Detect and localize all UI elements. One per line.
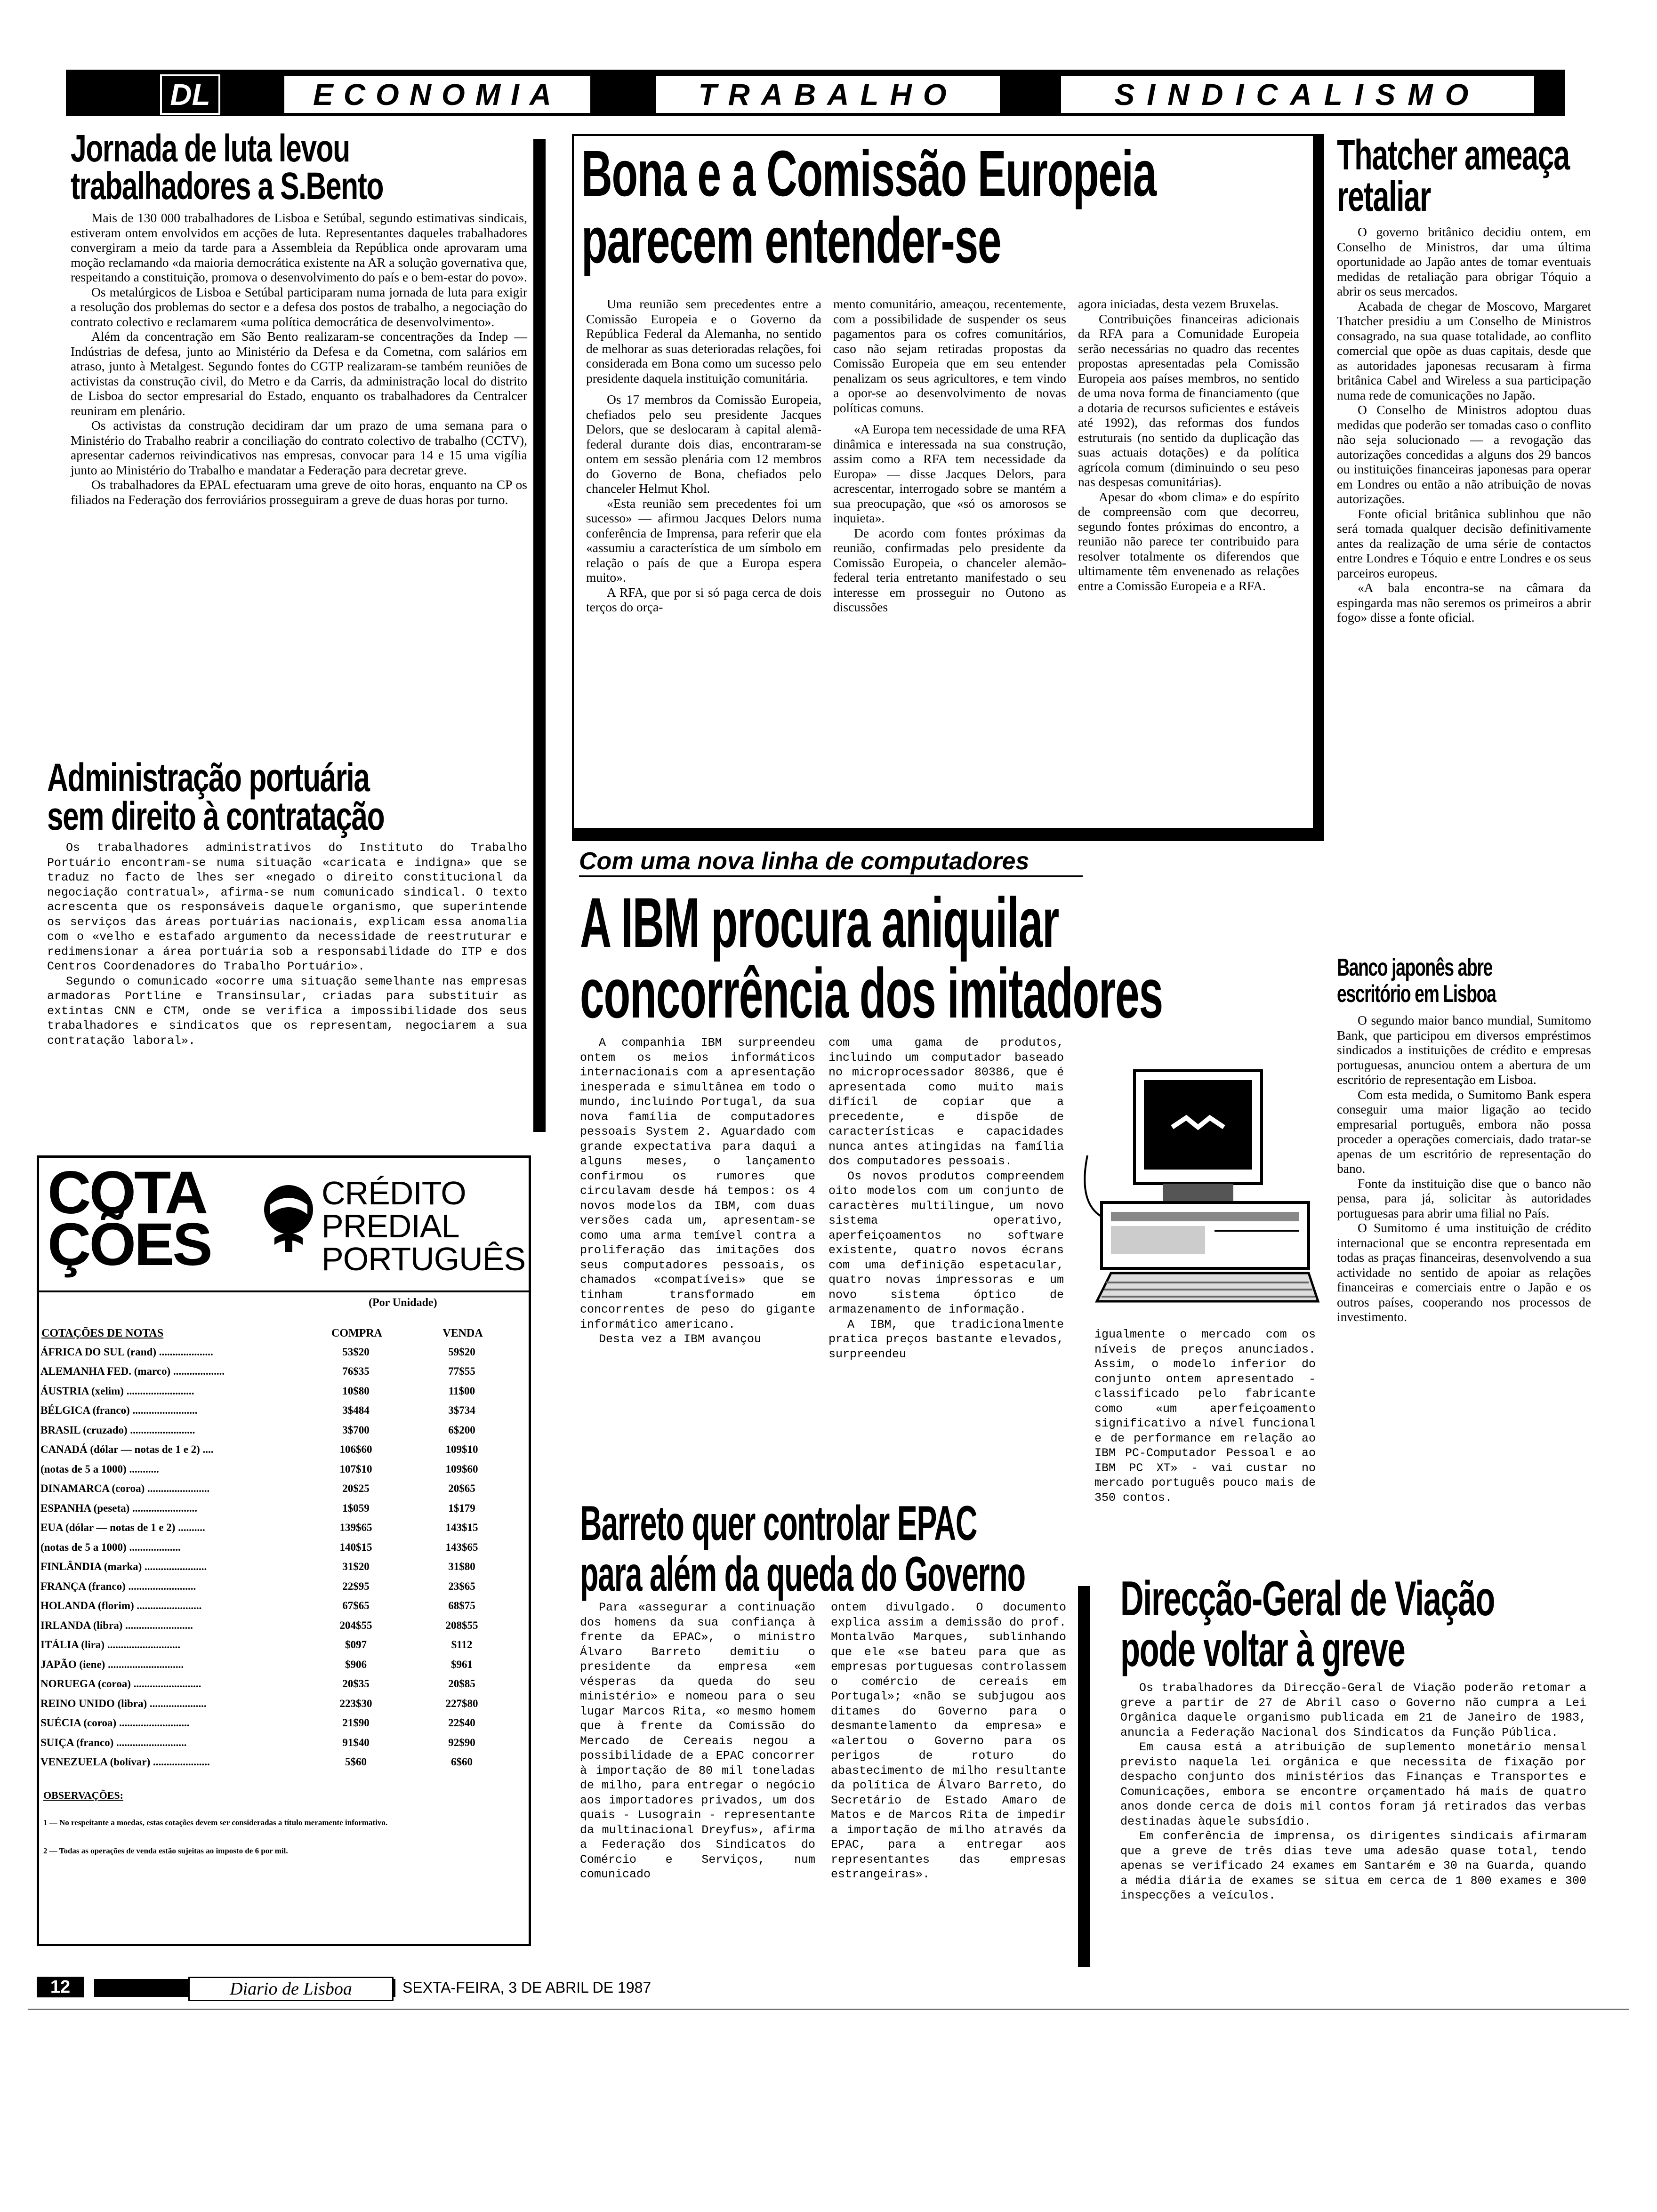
table-row [40,1342,516,1362]
buy-value: 3$700 [342,1424,370,1436]
sell-value: 143$65 [445,1541,478,1553]
paragraph: O Sumitomo é uma instituição de crédito internacional que se encontra representada em todas as praças financeiras, desenvolvendo a sua actividade no sentido de apoiar as relações financeiras e comerciais entre o Japão e os outros países, cooperando nos processos de investimento. [1337,1220,1591,1324]
section-trabalho: TRABALHO [654,74,1002,115]
article-ibm-col3 [1094,1327,1316,1505]
article-headline-line2: concorrência dos imitadores [580,954,1163,1033]
article-headline-line2: parecem entender-se [581,204,1001,277]
table-row [40,1714,516,1733]
table-row [40,1420,516,1440]
currency-name: NORUEGA (coroa) ......................... [40,1678,201,1690]
table-row [40,1694,516,1714]
table-row [40,1596,516,1616]
buy-value: 3$484 [342,1404,370,1417]
unit-note: (Por Unidade) [369,1297,437,1309]
divider [39,1290,529,1292]
buy-value: $097 [345,1639,367,1651]
table-row [40,1538,516,1557]
buy-value: 21$90 [342,1717,370,1729]
sell-value: 23$65 [448,1580,475,1592]
currency-name: EUA (dólar — notas de 1 e 2) .......... [40,1522,205,1534]
paragraph: Acabada de chegar de Moscovo, Margaret Thatcher presidiu a um Conselho de Ministros consagrado, na sua quase totalidade, ao conflito comercial que opõe as duas capitais, desde que as autoridades japonesas recusaram à firma britânica Cabel and Wireless a sua participação numa rede de comunicações no Japão. [1337,298,1591,402]
paragraph: Os trabalhadores administrativos do Instituto do Trabalho Portuário encontram-se numa situação «caricata e indigna» que se traduz no facto de lhes ser «negado o direito constitucional da negociação contratual», afirma-se num comunicado sindical. O texto acrescenta que os responsáveis daquele organismo, que superintende os serviços das áreas portuárias nacionais, explicam essa anomalia com o «velho e estafado argumento da necessidade de reestruturar e redimensionar a área portuária sob a responsabilidade do ITP e dos Centros Coordenadores do Trabalho Portuário». [47,841,527,973]
currency-name: ÁUSTRIA (xelim) ......................... [40,1385,194,1397]
article-headline-line2: sem direito à contratação [47,794,385,838]
article-ibm-col2 [828,1035,1064,1362]
column-rule [1078,1586,1090,1967]
paragraph: Contribuições financeiras adicionais da RFA para a Comunidade Europeia serão necessárias no quadro das recentes propostas apresentadas pela Comissão Europeia aos países membros, no sentido de uma nova forma de financiamento (que a dotaria de recursos suficientes e estáveis até 1992), das reformas dos fundos estruturais (no sentido da duplicação das suas actuais dotações) e da política agrícola comum (diminuindo o seu peso nas despesas comunitárias). [1078,311,1299,489]
sell-value: 31$80 [448,1561,475,1573]
buy-value: 139$65 [339,1522,372,1534]
currency-name: BRASIL (cruzado) ........................ [40,1424,195,1436]
issue-date: SEXTA-FEIRA, 3 DE ABRIL DE 1987 [402,1979,652,1996]
paragraph: Em conferência de imprensa, os dirigentes sindicais afirmaram que a greve de três dias teve uma adesão quase total, tendo apenas se verificado 24 exames em Santarém e 30 na Guarda, quando a média diária de exames se situa em cerca de 1 800 exames e 300 inspecções a veículos. [1120,1829,1586,1902]
paragraph: agora iniciadas, desta vezem Bruxelas. [1078,297,1279,311]
sell-value: 3$734 [448,1404,475,1417]
table-row [40,1675,516,1694]
bank-emblem-icon [260,1181,317,1261]
paragraph: Os trabalhadores da EPAL efectuaram uma greve de oito horas, enquanto na CP os filiados na Federação dos ferroviários prosseguiram a greve de duas horas por turno. [71,477,527,507]
buy-value: 204$55 [339,1619,372,1631]
buy-value: 1$059 [342,1502,370,1514]
sell-value: 1$179 [448,1502,475,1514]
table-row [40,1459,516,1479]
currency-name: JAPÃO (iene) ............................ [40,1658,184,1670]
article-body [1120,1681,1586,1903]
article-ibm-kicker: Com uma nova linha de computadores [579,847,1083,877]
buy-value: 107$10 [339,1463,372,1475]
column-header-name: COTAÇÕES DE NOTAS [41,1327,164,1339]
cotacoes-logo-word2: ÇÕES [48,1211,211,1278]
column-header-sell: VENDA [442,1327,483,1339]
column-rule [533,139,546,1132]
currency-name: CANADÁ (dólar — notas de 1 e 2) .... [40,1443,214,1456]
sell-value: 208$55 [445,1619,478,1631]
article-headline-line1: Barreto quer controlar EPAC [580,1496,977,1551]
buy-value: 223$30 [339,1697,372,1709]
section-economia: ECONOMIA [282,74,592,115]
table-row [40,1655,516,1675]
currency-name: DINAMARCA (coroa) ....................... [40,1483,210,1495]
sell-value: 227$80 [445,1697,478,1709]
currency-name: HOLANDA (florim) ........................ [40,1600,202,1612]
article-headline-line2: escritório em Lisboa [1337,980,1496,1008]
paragraph: O segundo maior banco mundial, Sumitomo Bank, que participou em diversos empréstimos sindicados a instituições de crédito e empresas portuguesas, anunciou ontem a abertura de um escritório de representação em Lisboa. [1337,1013,1591,1087]
observation-1: 1 — No respeitante a moedas, estas cotações devem ser consideradas a título meramente informativo. [43,1818,388,1827]
paragraph: O governo britânico decidiu ontem, em Conselho de Ministros, dar uma última oportunidade ao Japão antes de tomar eventuais medidas de retaliação para obrigar Tóquio a abrir os seus mercados. [1337,224,1591,298]
buy-value: 76$35 [342,1365,370,1378]
table-row [40,1753,516,1772]
currency-name: (notas de 5 a 1000) ........... [40,1463,159,1475]
table-row [40,1440,516,1460]
paragraph: Segundo o comunicado «ocorre uma situação semelhante nas empresas armadoras Portline e Transinsular, criadas para substituir as extintas CNN e CTM, onde se verifica a impossibilidade dos seus trabalhadores e sindicatos que os representam, negociarem a sua contratação laboral». [47,974,527,1048]
sell-value: 109$60 [445,1463,478,1475]
paragraph: Fonte oficial britânica sublinhou que não será tomada qualquer decisão definitivamente antes da realização de uma série de contactos entre Londres e Tóquio e entre Londres e os seus parceiros europeus. [1337,506,1591,580]
buy-value: 5$60 [345,1756,367,1768]
article-headline-line2: retaliar [1337,173,1431,220]
currency-name: FRANÇA (franco) ......................... [40,1580,196,1592]
paragraph: Os 17 membros da Comissão Europeia, chefiados pelo seu presidente Jacques Delors, que se deslocaram à capital alemã-federal durante dois dias, encontraram-se ontem em sessão plenária com 12 membros do Governo de Bona, chefiados pelo chanceler Helmut Khol. [586,392,821,496]
buy-value: 20$35 [342,1678,370,1690]
article-banco-japones [1337,955,1591,1324]
buy-value: 67$65 [342,1600,370,1612]
article-headline-line1: Banco japonês abre [1337,954,1492,981]
article-body [1337,224,1591,625]
currency-name: ESPANHA (peseta) ........................ [40,1502,198,1514]
buy-value: 53$20 [342,1346,370,1358]
article-bona-col1 [586,297,821,615]
table-row [40,1479,516,1499]
observations-title: OBSERVAÇÕES: [43,1789,123,1801]
buy-value: 22$95 [342,1580,370,1592]
sell-value: 143$15 [445,1522,478,1534]
table-row [40,1557,516,1577]
cotacoes-logo [48,1159,211,1278]
article-body [1337,1013,1591,1324]
page-number: 12 [37,1977,84,1997]
sell-value: 6$60 [451,1756,473,1768]
currency-name: SUIÇA (franco) .......................... [40,1736,187,1748]
paragraph: Os trabalhadores da Direcção-Geral de Viação poderão retomar a greve a partir de 27 de Abril caso o Governo não cumpra a Lei Orgânica daquele organismo publicada em 21 de Janeiro de 1983, anuncia a Federação Nacional dos Sindicatos da Função Pública. [1120,1681,1586,1739]
table-row [40,1499,516,1518]
article-body [47,841,527,1048]
sell-value: 20$85 [448,1678,475,1690]
section-header [66,70,1565,116]
paragraph: «A Europa tem necessidade de uma RFA dinâmica e interessada na sua construção, assim como a RFA tem necessidade da Europa» — disse Jacques Delors, para acrescentar, interrogado sobre se mantém a sua preocupação, que «só os amorosos se inquieta». [833,422,1066,525]
article-headline-line1: Jornada de luta levou [71,127,350,170]
paragraph: «A bala encontra-se na câmara da espingarda mas não seremos os primeiros a abrir fogo» disse a fonte oficial. [1337,580,1591,625]
sell-value: 11$00 [448,1385,475,1397]
sell-value: 59$20 [448,1346,475,1358]
bank-name-line2: PREDIAL [322,1208,459,1244]
paragraph: Fonte da instituição dise que o banco não pensa, para já, solicitar às autoridades portuguesas para abrir uma filial no País. [1337,1176,1591,1220]
article-ibm-col1 [580,1035,815,1347]
sell-value: 77$55 [448,1365,475,1378]
article-jornada-de-luta [71,129,527,507]
paragraph: Uma reunião sem precedentes entre a Comissão Europeia e o Governo da República Federal da Alemanha, no sentido de melhorar as suas deterioradas relações, foi considerada em Bona como um sucesso pelo presidente daquela instituição comunitária. [586,297,821,385]
sell-value: 109$10 [445,1443,478,1456]
buy-value: 10$80 [342,1385,370,1397]
article-headline-line1: Administração portuária [47,755,370,800]
article-thatcher [1337,134,1591,625]
computer-photo-image [1083,1061,1327,1315]
article-administracao-portuaria [47,755,527,1048]
buy-value: 106$60 [339,1443,372,1456]
paragraph: Os novos produtos compreendem oito modelos com um conjunto de caractères multilingue, um novo sistema operativo, aperfeiçoamentos no software existente, quatro novos écrans com uma definição espetacular, quatro novas impressoras e um novo sistema óptico de armazenamento de informação. [828,1169,1064,1316]
article-headline-line2: para além da queda do Governo [580,1547,1025,1602]
currency-name: ITÁLIA (lira) ........................... [40,1639,181,1651]
table-row [40,1362,516,1382]
currency-name: ÁFRICA DO SUL (rand) .................... [40,1346,213,1358]
table-row [40,1577,516,1596]
table-row [40,1401,516,1421]
section-sindicalismo: SINDICALISMO [1059,74,1536,115]
buy-value: 31$20 [342,1561,370,1573]
sell-value: 92$90 [448,1736,475,1748]
logo-dl: DL [160,74,220,115]
sell-value: 20$65 [448,1483,475,1495]
bank-name-line1: CRÉDITO [322,1175,466,1211]
cotacoes-table [40,1342,516,1772]
buy-value: 20$25 [342,1483,370,1495]
article-headline-line1: A IBM procura aniquilar [580,883,1059,962]
paragraph: Desta vez a IBM avançou [599,1332,762,1346]
article-headline-line1: Thatcher ameaça [1337,132,1569,179]
table-row [40,1518,516,1538]
paragraph: Apesar do «bom clima» e do espírito de compreensão com que decorreu, segundo fontes próximas do encontro, a reunião não parece ter contribuido para resolver totalmente os diferendos que ultimamente têm envenenado as relações entre a Comissão Europeia e a RFA. [1078,489,1299,593]
sell-value: 22$40 [448,1717,475,1729]
paragraph: mento comunitário, ameaçou, recentemente, com a possibilidade de suspender os seus pagamentos para os cofres comunitários, caso não sejam retiradas propostas da Comissão Europeia que em seu entender penalizam os seus agricultores, e tem vindo a opor-se ao desenvolvimento de novas políticas comuns. [833,297,1066,415]
buy-value: 140$15 [339,1541,372,1553]
paragraph: Os metalúrgicos de Lisboa e Setúbal participaram numa jornada de luta para exigir a resolução dos problemas do sector e a defesa dos postos de trabalho, a negociação do contrato colectivo e reclamarem «uma política democrática de desenvolvimento». [71,284,527,329]
table-row [40,1381,516,1401]
article-bona-col2 [833,297,1066,615]
column-header-buy: COMPRA [331,1327,382,1339]
table-row [40,1616,516,1635]
bank-name-line3: PORTUGUÊS [322,1241,526,1277]
article-bona [581,137,1311,277]
table-row [40,1635,516,1655]
sell-value: 6$200 [448,1424,475,1436]
table-row [40,1733,516,1753]
currency-name: FINLÂNDIA (marka) ....................... [40,1561,207,1573]
sell-value: $961 [451,1658,473,1670]
paragraph: A RFA, que por si só paga cerca de dois terços do orça- [586,585,821,614]
paragraph: Em causa está a atribuição de suplemento monetário mensal previsto naquela lei orgânica e que necessita de fixação por despacho conjunto dos ministérios das Finanças e Transportes e Comunicações, embora se encontre orçamentado há mais de quatro anos donde cerca de dois mil contos foram já retirados das verbas destinadas àquele subsídio. [1120,1740,1586,1828]
paragraph: Os activistas da construção decidiram dar um prazo de uma semana para o Ministério do Trabalho reabrir a conciliação do contrato colectivo de trabalho (CCTV), apresentar cadernos reivindicativos nas empresas, convocar para 14 e 15 uma vigília junto ao Ministério do Trabalho e mandatar a Federação para decretar greve. [71,418,527,477]
paragraph: ontem divulgado. O documento explica assim a demissão do prof. Montalvão Marques, sublinhando que ele «se bateu para que as empresas portuguesas controlassem o comércio de cereais em Portugal»; «não se subjugou aos ditames do Governo para o desmantelamento da empresa» e «alertou o Governo para os perigos de roturo do abastecimento de milho resultante da política de Álvaro Barreto, do Secretário de Estado Amaro de Matos e de Marcos Rita de impedir a importação de milho através da EPAC, para a entregar aos representantes das empresas estrangeiras». [831,1601,1066,1881]
paragraph: O Conselho de Ministros adoptou duas medidas que poderão ser tomadas caso o conflito não seja solucionado — a revogação das autorizações concedidas a alguns dos 29 bancos ou instituições financeiras japonesas para operar em Londres ou então a não atribuição de novas autorizações. [1337,402,1591,506]
currency-name: SUÉCIA (coroa) .......................... [40,1717,190,1729]
divider [28,2009,1629,2010]
paragraph: A companhia IBM surpreendeu ontem os meios informáticos internacionais com a apresentação inesperada e simultânea em todo o mundo, incluindo Portugal, da sua nova família de computadores pessoais System 2. Aguardado com grande expectativa para daqui a alguns meses, o lançamento confirmou os rumores que circulavam desde há tempos: os 4 novos modelos da IBM, com duas versões cada um, apresentam-se como uma arma temível contra a proliferação das imitações dos seus computadores pessoais, os chamados «compatíveis» que se tinham transformado em concorrentes de peso do gigante informático americano. [580,1036,815,1331]
article-headline-line1: Direcção-Geral de Viação [1120,1571,1495,1626]
article-barreto-col1 [580,1600,815,1882]
paragraph: A IBM, que tradicionalmente pratica preços bastante elevados, surpreendeu [828,1317,1064,1361]
article-headline-line1: Bona e a Comissão Europeia [581,137,1156,210]
paragraph: Mais de 130 000 trabalhadores de Lisboa e Setúbal, segundo estimativas sindicais, estiveram ontem envolvidos em acções de luta. Representantes daqueles trabalhadores convergiram a meio da tarde para a Assembleia da República onde aprovaram uma moção reclamando «da maioria democrática existente na AR a solução governativa que, respeitando a constituição, promova o desenvolvimento do país e o bem-estar do povo». [71,210,527,284]
paragraph: Além da concentração em São Bento realizaram-se concentrações da Indep — Indústrias de defesa, junto ao Ministério da Defesa e da Cometna, com salários em atraso, junto à Metalgest. Segundo fontes do CGTP realizaram-se também reuniões de activistas da construção civil, do Metro e da Carris, da administração local do distrito de Lisboa do sector empresarial do Estado, enquanto os trabalhadores da Centralcer reuniram em plenário. [71,329,527,418]
cotacoes-logo-word1: COTA [48,1159,207,1226]
currency-name: IRLANDA (libra) ......................... [40,1619,193,1631]
paragraph: De acordo com fontes próximas da reunião, confirmadas pelo presidente da Comissão Europeia, o chanceler alemão-federal teria entretanto manifestado o seu interesse em prosseguir no Outono as discussões [833,525,1066,614]
paragraph: Com esta medida, o Sumitomo Bank espera conseguir uma maior ligação ao tecido empresarial português, embora não possa proceder a operações comerciais, dado tratar-se apenas de um escritório de representação do bano. [1337,1087,1591,1176]
article-headline-line2: trabalhadores a S.Bento [71,165,383,208]
paragraph: Para «assegurar a continuação dos homens da sua confiança à frente da EPAC», o ministro Álvaro Barreto demitiu o presidente da empresa «em vésperas da queda do seu ministério» e nomeou para o seu lugar Marcos Rita, «o mesmo homem que à frente da Comissão do Mercado de Cereais negou a possibilidade de a EPAC concorrer à importação de 80 mil toneladas de milho, para entregar o negócio aos importadores privados, um dos quais - Lusograin - representante da multinacional Dreyfus», afirma a Federação dos Sindicatos do Comércio e Serviços, num comunicado [580,1601,815,1881]
sell-value: $112 [451,1639,473,1651]
article-headline-line2: pode voltar à greve [1120,1622,1405,1677]
currency-name: VENEZUELA (bolívar) ..................... [40,1756,210,1768]
buy-value: 91$40 [342,1736,370,1748]
article-barreto-col2 [831,1600,1066,1882]
currency-name: BÉLGICA (franco) ........................ [40,1404,198,1417]
article-barreto-headline [580,1496,1079,1602]
currency-name: REINO UNIDO (libra) ..................... [40,1697,207,1709]
sell-value: 68$75 [448,1600,475,1612]
paragraph: com uma gama de produtos, incluindo um computador baseado no microprocessador 80386, que é apresentada como muito mais difícil de copiar que a precedente, e dispõe de características e capacidades nunca antes atingidas na família dos computadores pessoais. [828,1036,1064,1168]
bank-name [322,1177,525,1275]
currency-name: (notas de 5 a 1000) ................... [40,1541,181,1553]
buy-value: $906 [345,1658,367,1670]
currency-name: ALEMANHA FED. (marco) ................... [40,1365,225,1378]
observation-2: 2 — Todas as operações de venda estão sujeitas ao imposto de 6 por mil. [43,1846,288,1855]
paragraph: igualmente o mercado com os níveis de preços anunciados. Assim, o modelo inferior do conjunto ontem apresentado - classificado pelo fabricante como «um aperfeiçoamento significativo a nível funcional e de performance em relação ao IBM PC-Computador Pessoal e ao IBM PC XT» - vai custar no mercado português pouco mais de 350 contos. [1094,1328,1316,1505]
masthead-logo: Diario de Lisboa [188,1977,394,2001]
article-bona-col3 [1078,297,1299,593]
article-viacao [1120,1571,1591,1903]
article-ibm-headline [580,883,1319,1033]
paragraph: «Esta reunião sem precedentes foi um sucesso» — afirmou Jacques Delors numa conferência de Imprensa, para referir que ela «assumiu a característica de um símbolo em relação o país de que a Europa espera muito». [586,496,821,585]
cotacoes-header-row [41,1327,517,1340]
article-body [71,210,527,507]
